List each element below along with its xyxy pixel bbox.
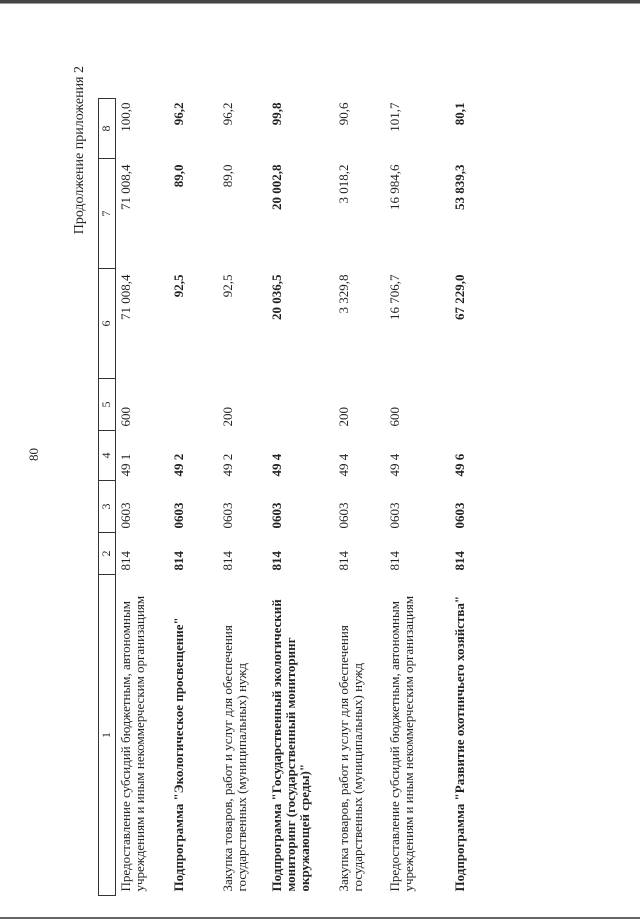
row-description: Подпрограмма "Государственный экологический мониторинг (государственный мониторинг окружающей среды)" (269, 599, 313, 892)
cell-ministry-code: 814 (269, 551, 284, 571)
cell-percent: 100,0 (118, 102, 133, 132)
table-row (169, 99, 218, 896)
cell-expense-type: 200 (336, 407, 351, 427)
cell-planned: 92,5 (220, 274, 235, 298)
cell-section-code: 0603 (336, 502, 351, 529)
cell-section-code: 0603 (269, 502, 284, 529)
cell-expense-type (450, 379, 501, 431)
row-description: Предоставление субсидий бюджетным, автономным учреждениям и иным некоммерческим организациям (387, 595, 417, 892)
cell-planned: 92,5 (171, 274, 186, 298)
cell-expense-type (267, 379, 334, 431)
cell-ministry-code: 814 (387, 551, 402, 571)
cell-planned: 3 329,8 (336, 274, 351, 314)
header-cell-5: 5 (99, 379, 116, 431)
table-row (218, 99, 267, 896)
cell-ministry-code: 814 (452, 551, 467, 571)
cell-section-code: 0603 (452, 502, 467, 529)
cell-ministry-code: 814 (171, 551, 186, 571)
cell-program-code: 49 6 (452, 453, 467, 477)
cell-program-code: 49 4 (336, 453, 351, 477)
scan-top-edge-shadow (0, 3, 640, 4)
cell-ministry-code: 814 (220, 551, 235, 571)
cell-program-code: 49 2 (171, 453, 186, 477)
row-description: Подпрограмма "Экологическое просвещение" (171, 617, 186, 892)
cell-percent: 99,8 (269, 102, 284, 126)
cell-program-code: 49 4 (269, 453, 284, 477)
header-cell-1: 1 (99, 575, 116, 896)
cell-percent: 90,6 (336, 102, 351, 126)
header-cell-6: 6 (99, 269, 116, 379)
cell-percent: 96,2 (171, 102, 186, 126)
cell-ministry-code: 814 (118, 551, 133, 571)
cell-percent: 101,7 (387, 102, 402, 132)
cell-section-code: 0603 (387, 502, 402, 529)
header-cell-8: 8 (99, 99, 116, 159)
header-cell-2: 2 (99, 533, 116, 575)
cell-section-code: 0603 (118, 502, 133, 529)
row-description: Закупка товаров, работ и услуг для обеспечения государственных (муниципальных) нужд (336, 625, 366, 892)
cell-executed: 3 018,2 (336, 164, 351, 204)
table-row (116, 99, 170, 896)
row-description: Подпрограмма "Развитие охотничьего хозяйства" (452, 595, 467, 892)
header-cell-4: 4 (99, 431, 116, 481)
cell-expense-type: 600 (387, 407, 402, 427)
cell-executed: 16 984,6 (387, 164, 402, 210)
cell-program-code: 49 2 (220, 453, 235, 477)
table-row (334, 99, 385, 896)
cell-executed: 53 839,3 (452, 164, 467, 210)
table-header-row (99, 99, 116, 896)
cell-percent: 80,1 (452, 102, 467, 126)
cell-planned: 67 229,0 (452, 274, 467, 320)
page-number: 80 (26, 448, 41, 461)
table-row (267, 99, 334, 896)
cell-section-code: 0603 (171, 502, 186, 529)
cell-planned: 71 008,4 (118, 274, 133, 320)
continuation-label: Продолжение приложения 2 (72, 66, 87, 235)
cell-ministry-code: 814 (336, 551, 351, 571)
cell-planned: 16 706,7 (387, 274, 402, 320)
table-row (385, 99, 450, 896)
cell-expense-type: 200 (220, 407, 235, 427)
row-description: Предоставление субсидий бюджетным, автономным учреждениям и иным некоммерческим организациям (118, 595, 148, 892)
cell-executed: 89,0 (171, 164, 186, 188)
cell-planned: 20 036,5 (269, 274, 284, 320)
row-description: Закупка товаров, работ и услуг для обеспечения государственных (муниципальных) нужд (220, 625, 250, 892)
cell-expense-type (169, 379, 218, 431)
cell-program-code: 49 4 (387, 453, 402, 477)
table-row (450, 99, 501, 896)
cell-expense-type: 600 (118, 407, 133, 427)
header-cell-3: 3 (99, 481, 116, 533)
cell-executed: 89,0 (220, 164, 235, 188)
header-cell-7: 7 (99, 159, 116, 269)
appendix-table (98, 98, 501, 896)
cell-percent: 96,2 (220, 102, 235, 126)
cell-program-code: 49 1 (118, 453, 133, 477)
rotated-sheet (72, 66, 572, 896)
cell-section-code: 0603 (220, 502, 235, 529)
cell-executed: 20 002,8 (269, 164, 284, 210)
cell-executed: 71 008,4 (118, 164, 133, 210)
